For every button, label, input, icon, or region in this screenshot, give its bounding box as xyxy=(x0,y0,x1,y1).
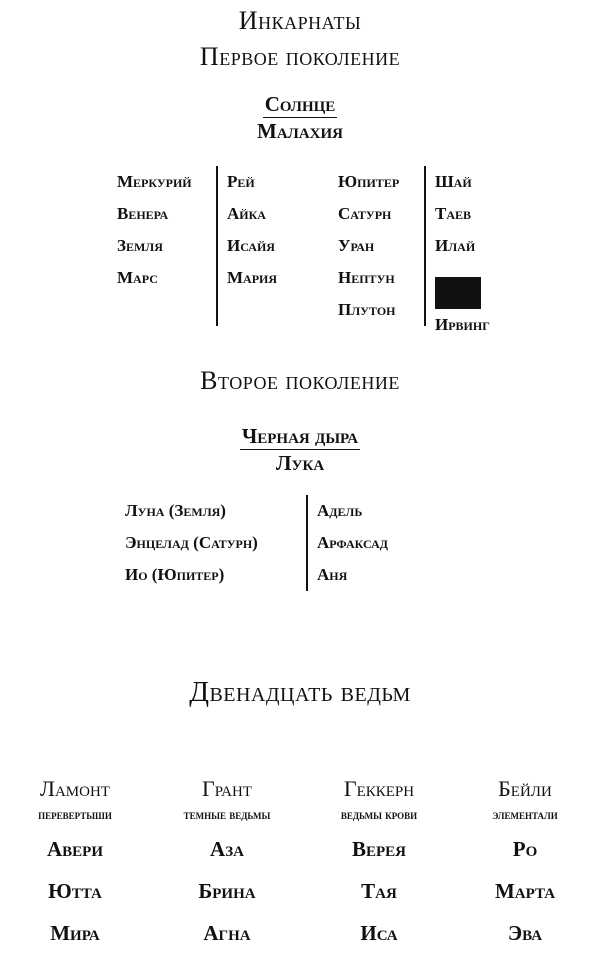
coven-lamont xyxy=(0,772,150,954)
planet-name: Земля xyxy=(117,236,163,255)
planet-name: Марс xyxy=(117,268,158,287)
moons-column xyxy=(125,495,258,591)
incarnate-name: Аня xyxy=(317,565,348,584)
second-generation-heading: Второе поколение xyxy=(200,366,400,395)
parent-celestial-body: Черная дыра xyxy=(241,424,359,448)
coven-heckern xyxy=(304,772,454,954)
vacant-dash xyxy=(435,277,481,309)
planet-name: Сатурн xyxy=(338,204,392,223)
incarnate-vacant xyxy=(435,277,490,309)
incarnate-name: Илай xyxy=(435,236,476,255)
twelve-witches-heading: Двенадцать ведьм xyxy=(189,676,411,708)
planet-name: Венера xyxy=(117,204,169,223)
incarnate-name: Исайя xyxy=(227,236,275,255)
witch-name: Авери xyxy=(46,837,103,861)
coven-type: перевертыши xyxy=(38,807,112,822)
witch-name: Эва xyxy=(507,921,543,945)
column-divider xyxy=(424,166,426,326)
moon-name: Ио (Юпитер) xyxy=(125,565,225,584)
coven-name: Ламонт xyxy=(40,776,110,801)
coven-type: элементали xyxy=(492,807,558,822)
witch-name: Ро xyxy=(512,837,538,861)
planet-name: Плутон xyxy=(338,300,396,319)
planet-name: Меркурий xyxy=(117,172,192,191)
witch-name: Брина xyxy=(198,879,256,903)
coven-name: Геккерн xyxy=(343,776,415,801)
planet-name: Нептун xyxy=(338,268,395,287)
incarnate-name: Ирвинг xyxy=(435,315,490,334)
witch-name: Мира xyxy=(50,921,100,945)
coven-type: ведьмы крови xyxy=(340,807,418,822)
witch-name: Иса xyxy=(360,921,398,945)
witch-name: Аза xyxy=(210,837,244,861)
group-a-incarnates xyxy=(227,166,277,294)
group-b-incarnates xyxy=(435,166,490,341)
group-b-planets xyxy=(338,166,399,326)
witch-name: Тая xyxy=(361,879,397,903)
incarnate-name: Адель xyxy=(317,501,363,520)
incarnate-name: Рей xyxy=(227,172,255,191)
column-divider xyxy=(216,166,218,326)
moon-name: Луна (Земля) xyxy=(125,501,226,520)
witch-name: Верея xyxy=(351,837,406,861)
first-generation-heading: Первое поколение xyxy=(199,42,401,71)
coven-name: Бейли xyxy=(498,776,552,801)
second-gen-incarnates xyxy=(317,495,388,591)
witch-name: Агна xyxy=(203,921,251,945)
column-divider xyxy=(306,495,308,591)
parent-incarnate: Лука xyxy=(275,451,325,475)
witch-name: Ютта xyxy=(48,879,102,903)
first-generation-parent xyxy=(0,92,600,144)
coven-name: Грант xyxy=(202,776,252,801)
parent-incarnate: Малахия xyxy=(257,119,343,143)
coven-type: темные ведьмы xyxy=(183,807,271,822)
incarnate-name: Арфаксад xyxy=(317,533,389,552)
coven-grant xyxy=(152,772,302,954)
witch-name: Марта xyxy=(494,879,556,903)
moon-name: Энцелад (Сатурн) xyxy=(125,533,258,552)
incarnate-name: Мария xyxy=(227,268,278,287)
incarnate-name: Айка xyxy=(227,204,266,223)
parent-celestial-body: Солнце xyxy=(264,92,336,116)
planet-name: Уран xyxy=(338,236,375,255)
planet-name: Юпитер xyxy=(338,172,400,191)
incarnate-name: Таев xyxy=(435,204,472,223)
incarnate-name: Шай xyxy=(435,172,472,191)
document-title: Инкарнаты xyxy=(238,6,362,35)
second-generation-parent xyxy=(0,424,600,476)
group-a-planets xyxy=(117,166,192,294)
coven-bailey xyxy=(450,772,600,954)
